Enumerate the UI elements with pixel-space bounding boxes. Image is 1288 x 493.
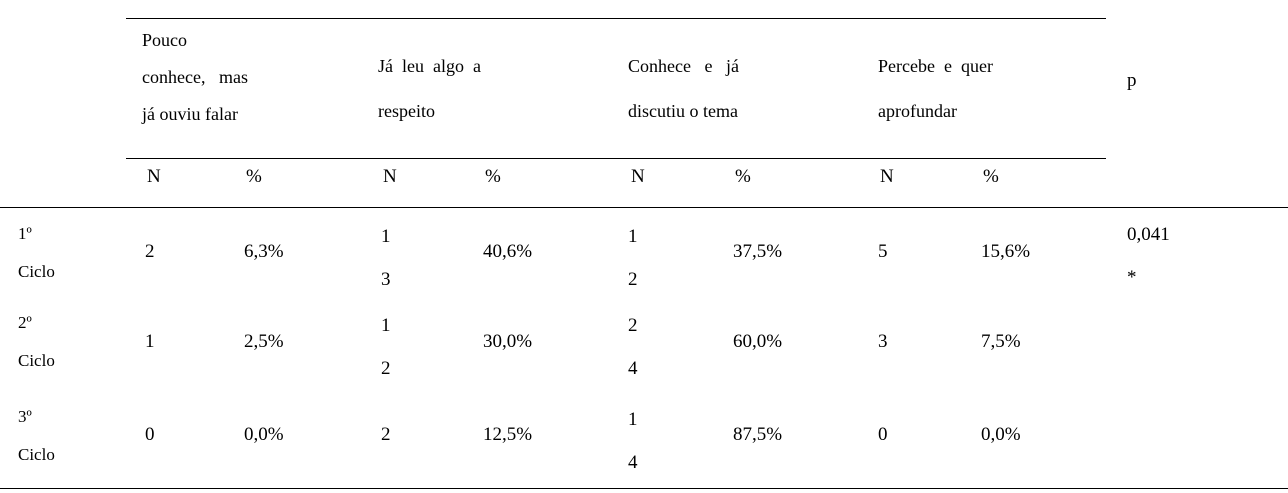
cell-n-line: 2 (381, 358, 391, 379)
subheader-n: N (383, 166, 397, 187)
cell-pct: 30,0% (483, 331, 533, 352)
subheader-n: N (880, 166, 894, 187)
cell-n (381, 215, 391, 301)
cell-n (628, 304, 638, 390)
header-line: conhece, mas (142, 67, 248, 87)
cell-n-line: 1 (628, 226, 638, 247)
cell-n: 3 (878, 331, 888, 352)
row-label-line: 1º (18, 224, 32, 243)
header-line: já ouviu falar (142, 104, 238, 124)
cell-pct: 60,0% (733, 331, 783, 352)
cell-pct: 0,0% (981, 424, 1021, 445)
subheader-n: N (147, 166, 161, 187)
header-group-4 (878, 44, 993, 134)
header-line: Pouco (142, 30, 187, 50)
cell-p (1127, 213, 1170, 299)
cell-pct: 7,5% (981, 331, 1021, 352)
cell-n: 1 (145, 331, 155, 352)
row-label-line: 3º (18, 407, 32, 426)
cell-p-line: 0,041 (1127, 224, 1170, 245)
header-line: discutiu o tema (628, 101, 738, 121)
header-group-1 (142, 22, 248, 133)
header-rule (126, 158, 1106, 159)
cell-n: 5 (878, 241, 888, 262)
row-label-line: Ciclo (18, 351, 55, 370)
row-label-line: Ciclo (18, 262, 55, 281)
cell-p-line: * (1127, 267, 1137, 288)
cell-n-line: 4 (628, 452, 638, 473)
subheader-pct: % (246, 166, 262, 187)
cell-pct: 6,3% (244, 241, 284, 262)
header-line: Percebe e quer (878, 56, 993, 76)
cell-n-line: 4 (628, 358, 638, 379)
header-line: respeito (378, 101, 435, 121)
subheader-pct: % (485, 166, 501, 187)
row-label-line: Ciclo (18, 445, 55, 464)
subheader-pct: % (983, 166, 999, 187)
header-group-2 (378, 44, 481, 134)
cell-n (628, 398, 638, 484)
cell-pct: 0,0% (244, 424, 284, 445)
cell-n-line: 3 (381, 269, 391, 290)
cell-pct: 40,6% (483, 241, 533, 262)
cell-n (381, 304, 391, 390)
cell-pct: 2,5% (244, 331, 284, 352)
cell-n-line: 1 (381, 315, 391, 336)
bottom-rule (0, 488, 1288, 489)
cell-n-line: 2 (628, 269, 638, 290)
header-line: aprofundar (878, 101, 957, 121)
subheader-pct: % (735, 166, 751, 187)
row-label (18, 304, 55, 380)
header-line: Conhece e já (628, 56, 739, 76)
subheader-n: N (631, 166, 645, 187)
row-label (18, 398, 55, 474)
cell-n (628, 215, 638, 301)
cell-n-line: 2 (628, 315, 638, 336)
cell-n-line: 1 (381, 226, 391, 247)
cell-n-line: 1 (628, 409, 638, 430)
cell-n: 2 (381, 424, 391, 445)
cell-n: 0 (878, 424, 888, 445)
cell-pct: 15,6% (981, 241, 1031, 262)
header-p: p (1127, 70, 1137, 91)
row-label (18, 215, 55, 291)
cell-n: 0 (145, 424, 155, 445)
subheader-rule (0, 207, 1288, 208)
header-group-3 (628, 44, 739, 134)
top-rule (126, 18, 1106, 19)
row-label-line: 2º (18, 313, 32, 332)
cell-pct: 37,5% (733, 241, 783, 262)
cell-pct: 12,5% (483, 424, 533, 445)
header-line: Já leu algo a (378, 56, 481, 76)
cell-n: 2 (145, 241, 155, 262)
cell-pct: 87,5% (733, 424, 783, 445)
